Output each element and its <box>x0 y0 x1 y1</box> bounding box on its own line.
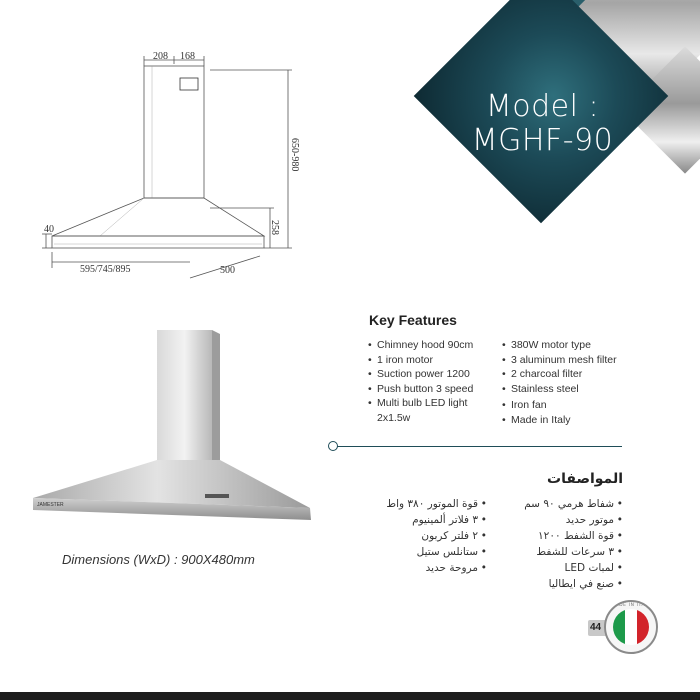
spec-item: • قوة الشفط ١٢٠٠ <box>503 528 623 544</box>
dim-40: 40 <box>44 224 54 235</box>
divider-dot <box>328 441 338 451</box>
dim-top-a: 208 <box>153 51 168 62</box>
key-features-title: Key Features <box>369 312 457 328</box>
key-features-right <box>502 338 632 427</box>
spec-item: • موتور حديد <box>503 512 623 528</box>
key-features-left <box>368 338 503 425</box>
spec-item: • شفاط هرمي ٩٠ سم <box>503 496 623 512</box>
arabic-specs-right <box>503 496 623 592</box>
made-in-italy-badge <box>604 600 658 654</box>
feature-item: • Chimney hood 90cm <box>368 338 503 353</box>
spec-item: • ٣ فلاتر ألمينيوم <box>367 512 487 528</box>
section-divider <box>336 446 622 447</box>
spec-item: • مروحة حديد <box>367 560 487 576</box>
product-photo <box>25 320 325 535</box>
feature-item: • Made in Italy <box>502 413 632 428</box>
dim-depth: 500 <box>220 265 235 276</box>
spec-item: • ٢ فلتر كربون <box>367 528 487 544</box>
dim-width: 595/745/895 <box>80 264 131 275</box>
feature-item: • Push button 3 speed <box>368 382 503 397</box>
spec-item: • قوة الموتور ٣٨٠ واط <box>367 496 487 512</box>
italy-flag-icon <box>613 609 649 645</box>
feature-item: • 1 iron motor <box>368 353 503 368</box>
technical-drawing <box>40 48 310 288</box>
feature-item: • Stainless steel <box>502 382 632 397</box>
bottom-bar <box>0 692 700 700</box>
feature-item: • 380W motor type <box>502 338 632 353</box>
dimensions-label: Dimensions (WxD) : 900X480mm <box>62 552 255 567</box>
spec-item: • صنع في ايطاليا <box>503 576 623 592</box>
model-code: MGHF-90 <box>471 123 614 158</box>
feature-item: • 3 aluminum mesh filter <box>502 353 632 368</box>
feature-item: • 2 charcoal filter <box>502 367 632 382</box>
flag-red-stripe <box>637 609 649 645</box>
flag-green-stripe <box>613 609 625 645</box>
dim-height: 650-980 <box>289 138 300 172</box>
feature-item: • Suction power 1200 <box>368 367 503 382</box>
flag-white-stripe <box>625 609 637 645</box>
spec-item: • ستانلس ستيل <box>367 544 487 560</box>
model-label: Model : <box>485 89 600 124</box>
spec-item: • لمبات LED <box>503 560 623 576</box>
dim-top-b: 168 <box>180 51 195 62</box>
page-number: 44 <box>590 622 602 633</box>
arabic-specs-title: المواصفات <box>547 471 623 487</box>
badge-text: MADE IN ITALY <box>610 603 652 608</box>
spec-item: • ٣ سرعات للشفط <box>503 544 623 560</box>
arabic-specs-left <box>367 496 487 576</box>
brand-label: JAMESTER <box>37 502 64 508</box>
feature-item: • Iron fan <box>502 398 632 413</box>
model-title <box>455 90 630 158</box>
feature-item: • Multi bulb LED light 2x1.5w <box>368 396 478 425</box>
dim-258: 258 <box>269 220 280 235</box>
